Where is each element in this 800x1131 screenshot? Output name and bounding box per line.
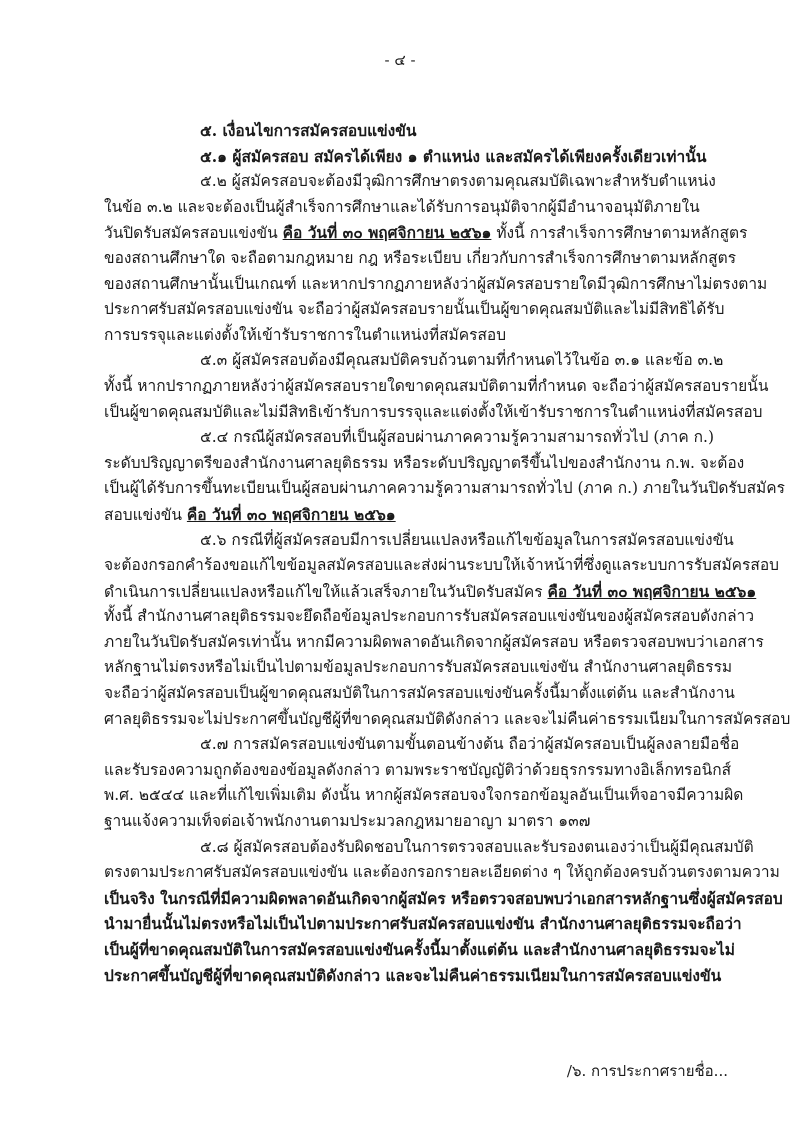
text-line	[104, 246, 737, 272]
text-segment: ประกาศรับสมัครสอบแข่งขัน จะถือว่าผู้สมัครสอบรายนั้นเป็นผู้ขาดคุณสมบัติและไม่มีสิทธิได้รับ	[104, 300, 725, 319]
text-segment: นำมายื่นนั้นไม่ตรงหรือไม่เป็นไปตามประกาศรับสมัครสอบแข่งขัน สำนักงานศาลยุติธรรมจะถือว่า	[104, 914, 742, 934]
text-segment: ฐานแจ้งความเท็จต่อเจ้าพนักงานตามประมวลกฎหมายอาญา มาตรา ๑๓๗	[104, 812, 591, 831]
text-segment: ๕.๘ ผู้สมัครสอบต้องรับผิดชอบในการตรวจสอบและรับรองตนเองว่าเป็นผู้มีคุณสมบัติ	[200, 837, 754, 856]
page-number: - ๔ -	[384, 51, 416, 69]
text-line	[104, 528, 734, 554]
text-line	[104, 937, 735, 963]
text-line	[104, 169, 716, 195]
text-line	[104, 144, 716, 170]
text-line	[104, 963, 722, 989]
text-line	[104, 451, 745, 477]
document-body	[104, 118, 791, 988]
text-line	[104, 425, 716, 451]
text-line	[104, 579, 757, 605]
text-segment: ทั้งนี้ สำนักงานศาลยุติธรรมจะยึดถือข้อมูลประกอบการรับสมัครสอบแข่งขันของผู้สมัครสอบดังกล่าว	[104, 607, 755, 626]
text-segment: ศาลยุติธรรมจะไม่ประกาศขึ้นบัญชีผู้ที่ขาดคุณสมบัติดังกล่าว และจะไม่คืนค่าธรรมเนียมในการสมัครสอบ	[104, 709, 791, 728]
text-line	[104, 323, 716, 349]
text-line	[104, 502, 716, 528]
text-segment: ๕.๗ การสมัครสอบแข่งขันตามขั้นตอนข้างต้น ถือว่าผู้สมัครสอบเป็นผู้ลงลายมือชื่อ	[200, 735, 740, 754]
text-segment: ประกาศขึ้นบัญชีผู้ที่ขาดคุณสมบัติดังกล่าว และจะไม่คืนค่าธรรมเนียมในการสมัครสอบแข่งขัน	[104, 965, 722, 985]
text-line	[104, 886, 783, 912]
deadline-date: คือ วันที่ ๓๐ พฤศจิกายน ๒๕๖๑	[186, 504, 396, 524]
text-segment: ดำเนินการเปลี่ยนแปลงหรือแก้ไขให้แล้วเสร็จภายในวันปิดรับสมัคร	[104, 582, 548, 601]
text-segment: ในข้อ ๓.๒ และจะต้องเป็นผู้สำเร็จการศึกษาและได้รับการอนุมัติจากผู้มีอำนาจอนุมัติภายใน	[104, 197, 700, 216]
text-segment: ๕.๑ ผู้สมัครสอบ สมัครได้เพียง ๑ ตำแหน่ง และสมัครได้เพียงครั้งเดียวเท่านั้น	[200, 146, 707, 166]
text-segment: เป็นผู้ได้รับการขึ้นทะเบียนเป็นผู้สอบผ่านภาคความรู้ความสามารถทั่วไป (ภาค ก.) ภายในวันปิดรับสมัคร	[104, 479, 785, 498]
text-line	[104, 630, 764, 656]
text-line	[104, 860, 780, 886]
continuation-note: /๖. การประกาศรายชื่อ...	[566, 1062, 728, 1080]
text-line	[104, 655, 733, 681]
text-line	[104, 911, 742, 937]
text-segment: พ.ศ. ๒๕๔๔ และที่แก้ไขเพิ่มเติม ดังนั้น หากผู้สมัครสอบจงใจกรอกข้อมูลอันเป็นเท็จอาจมีความผิด	[104, 786, 744, 805]
text-line	[104, 220, 748, 246]
text-line	[104, 681, 735, 707]
deadline-date: คือ วันที่ ๓๐ พฤศจิกายน ๒๕๖๑	[282, 223, 492, 243]
text-line	[104, 809, 716, 835]
text-line	[104, 348, 724, 374]
text-line	[104, 195, 716, 221]
text-line	[104, 707, 791, 733]
text-segment: ๕.๓ ผู้สมัครสอบต้องมีคุณสมบัติครบถ้วนตามที่กำหนดไว้ในข้อ ๓.๑ และข้อ ๓.๒	[200, 351, 724, 370]
paragraph-lines	[104, 144, 791, 989]
text-segment: ระดับปริญญาตรีของสำนักงานศาลยุติธรรม หรือระดับปริญญาตรีขึ้นไปของสำนักงาน ก.พ. จะต้อง	[104, 453, 745, 472]
text-line	[104, 272, 768, 298]
text-line	[104, 758, 732, 784]
text-line	[104, 783, 744, 809]
text-segment: เป็นผู้ที่ขาดคุณสมบัติในการสมัครสอบแข่งขันครั้งนี้มาตั้งแต่ต้น และสำนักงานศาลยุติธรรมจะไม่	[104, 940, 735, 959]
text-segment: และรับรองความถูกต้องของข้อมูลดังกล่าว ตามพระราชบัญญัติว่าด้วยธุรกรรมทางอิเล็กทรอนิกส์	[104, 760, 732, 779]
text-segment: ๕.๖ กรณีที่ผู้สมัครสอบมีการเปลี่ยนแปลงหรือแก้ไขข้อมูลในการสมัครสอบแข่งขัน	[200, 530, 734, 549]
text-segment: ของสถานศึกษาใด จะถือตามกฎหมาย กฎ หรือระเบียบ เกี่ยวกับการสำเร็จการศึกษาตามหลักสูตร	[104, 248, 737, 267]
text-line	[104, 476, 785, 502]
text-segment: ๕.๔ กรณีผู้สมัครสอบที่เป็นผู้สอบผ่านภาคความรู้ความสามารถทั่วไป (ภาค ก.)	[200, 428, 714, 447]
text-segment: ๕.๒ ผู้สมัครสอบจะต้องมีวุฒิการศึกษาตรงตามคุณสมบัติเฉพาะสำหรับตำแหน่ง	[200, 172, 716, 191]
section-heading: ๕. เงื่อนไขการสมัครสอบแข่งขัน	[200, 121, 417, 140]
text-segment: ทั้งนี้ การสำเร็จการศึกษาตามหลักสูตร	[491, 224, 748, 243]
text-segment: เป็นผู้ขาดคุณสมบัติและไม่มีสิทธิเข้ารับการบรรจุและแต่งตั้งให้เข้ารับราชการในตำแหน่งที่สมัครสอบ	[104, 402, 763, 421]
text-segment: ของสถานศึกษานั้นเป็นเกณฑ์ และหากปรากฏภายหลังว่าผู้สมัครสอบรายใดมีวุฒิการศึกษาไม่ตรงตาม	[104, 274, 768, 293]
text-line	[104, 604, 755, 630]
text-segment: วันปิดรับสมัครสอบแข่งขัน	[104, 224, 283, 243]
text-line	[104, 835, 754, 861]
deadline-date: คือ วันที่ ๓๐ พฤศจิกายน ๒๕๖๑	[547, 581, 757, 601]
text-line	[104, 297, 725, 323]
text-segment: ภายในวันปิดรับสมัครเท่านั้น หากมีความผิดพลาดอันเกิดจากผู้สมัครสอบ หรือตรวจสอบพบว่าเอกสาร	[104, 632, 764, 651]
text-segment: สอบแข่งขัน	[104, 505, 187, 524]
text-segment: ทั้งนี้ หากปรากฏภายหลังว่าผู้สมัครสอบรายใดขาดคุณสมบัติตามที่กำหนด จะถือว่าผู้สมัครสอบรายนั้น	[104, 376, 769, 395]
text-segment: ตรงตามประกาศรับสมัครสอบแข่งขัน และต้องกรอกรายละเอียดต่าง ๆ ให้ถูกต้องครบถ้วนตรงตามความ	[104, 863, 780, 882]
text-line	[104, 374, 769, 400]
text-segment: จะต้องกรอกคำร้องขอแก้ไขข้อมูลสมัครสอบและส่งผ่านระบบให้เจ้าหน้าที่ซึ่งดูแลระบบการรับสมัครสอบ	[104, 556, 779, 575]
text-segment: การบรรจุและแต่งตั้งให้เข้ารับราชการในตำแหน่งที่สมัครสอบ	[104, 325, 507, 344]
text-line	[104, 553, 779, 579]
text-segment: หลักฐานไม่ตรงหรือไม่เป็นไปตามข้อมูลประกอบการรับสมัครสอบแข่งขัน สำนักงานศาลยุติธรรม	[104, 658, 733, 677]
text-segment: จะถือว่าผู้สมัครสอบเป็นผู้ขาดคุณสมบัติในการสมัครสอบแข่งขันครั้งนี้มาตั้งแต่ต้น และสำนักงาน	[104, 684, 735, 703]
text-segment: เป็นจริง ในกรณีที่มีความผิดพลาดอันเกิดจากผู้สมัคร หรือตรวจสอบพบว่าเอกสารหลักฐานซึ่งผู้สมัครสอบ	[104, 888, 783, 908]
text-line	[104, 732, 740, 758]
text-line	[104, 400, 763, 426]
